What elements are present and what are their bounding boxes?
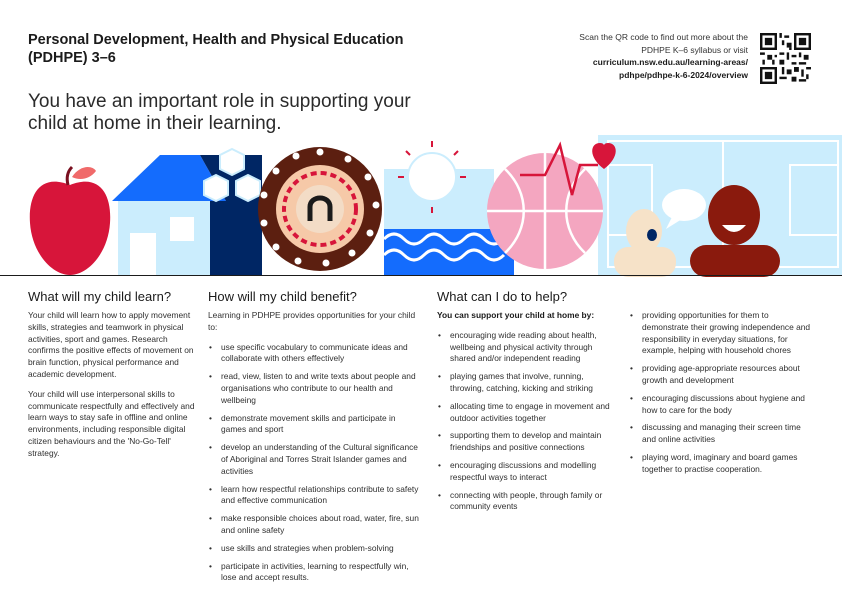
column-what-learn [28,310,200,468]
help-list-continued [629,310,811,476]
column-how-help-continued [629,310,811,482]
list-item: • use skills and strategies when problem-solving [208,543,420,555]
qr-caption-line2: PDHPE K–6 syllabus or visit [641,44,748,55]
list-item: • learn how respectful relationships contribute to safety and effective communication [208,484,420,508]
house-icon [112,155,262,275]
list-item: • connecting with people, through family or community events [437,490,619,514]
list-item: • encouraging wide reading about health, wellbeing and physical activity through shared and/or independent reading [437,330,619,365]
list-item: • develop an understanding of the Cultural significance of Aboriginal and Torres Strait Islander games and activities [208,442,420,477]
basketball-icon [487,145,603,269]
list-item: • participate in activities, learning to respectfully win, lose and accept results. [208,561,420,585]
heading-how-benefit: How will my child benefit? [208,289,357,304]
column-how-benefit [208,310,420,590]
list-item: • read, view, listen to and write texts about people and organisations who contribute to our health and wellbeing [208,371,420,406]
illustration-banner [0,135,842,277]
page-title: Personal Development, Health and Physical Education (PDHPE) 3–6 [28,32,404,66]
qr-url-line2[interactable]: pdhpe/pdhpe-k-6-2024/overview [619,69,748,80]
list-item: • supporting them to develop and maintain friendships and positive connections [437,430,619,454]
lead-text: You can support your child at home by: [437,310,595,320]
list-item: • playing word, imaginary and board games together to practise cooperation. [629,452,811,476]
list-item: • discussing and managing their screen time and online activities [629,422,811,446]
heading-how-help: What can I do to help? [437,289,568,304]
qr-code-icon[interactable] [760,33,811,84]
help-list [437,330,619,513]
list-item: • providing age-appropriate resources about growth and development [629,363,811,387]
paragraph: Your child will use interpersonal skills to communicate respectfully and effectively and learn ways to stay safe in offline and online environments, including responsible digital citizen behaviours and the 'No-Go-Tell' strategy. [28,388,195,458]
list-item: • use specific vocabulary to communicate ideas and collaborate with others effectively [208,342,420,366]
list-item: • playing games that involve, running, throwing, catching, kicking and striking [437,371,619,395]
headline: You have an important role in supporting your child at home in their learning. [28,91,411,134]
qr-caption-line1: Scan the QR code to find out more about the [579,32,748,42]
paragraph: Your child will learn how to apply movement skills, strategies and teamwork in physical activities, sport and games. Research confirms the positive effects of movement on brain function, physical performance and academic development. [28,310,194,379]
divider [0,275,842,276]
column-how-help [437,310,619,519]
qr-url-line1[interactable]: curriculum.nsw.edu.au/learning-areas/ [592,57,748,67]
list-item: • encouraging discussions about hygiene and how to care for the body [629,393,811,417]
list-item: • encouraging discussions and modelling respectful ways to interact [437,460,619,484]
paragraph: Learning in PDHPE provides opportunities for your child to: [208,310,416,332]
list-item: • demonstrate movement skills and participate in games and sport [208,413,420,437]
benefit-list [208,342,420,585]
apple-icon [30,167,110,275]
heading-what-learn: What will my child learn? [28,289,172,304]
qr-caption [488,31,748,81]
list-item: • providing opportunities for them to demonstrate their growing independence and responsibility in everyday situations, for example, helping with household chores [629,310,811,357]
aboriginal-art-icon [258,147,382,271]
list-item: • make responsible choices about road, water, fire, sun and online safety [208,513,420,537]
list-item: • allocating time to engage in movement and outdoor activities together [437,401,619,425]
